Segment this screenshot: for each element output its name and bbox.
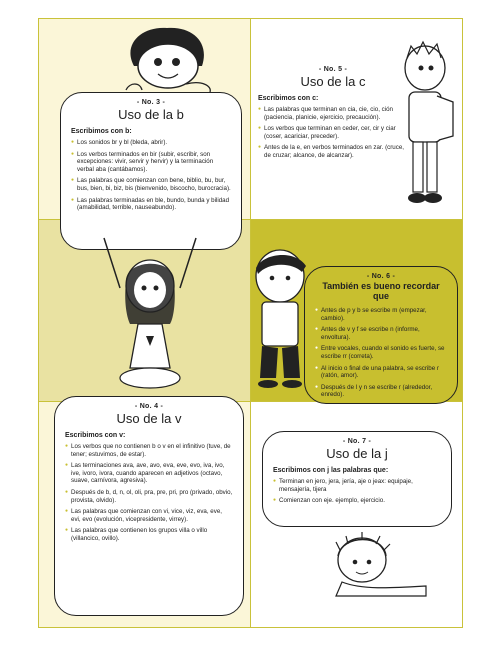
card-uso-de-la-v bbox=[54, 396, 244, 616]
card-lead: Escribimos con c: bbox=[258, 95, 319, 102]
card-title: Uso de la j bbox=[326, 446, 388, 461]
card-tambien-recordar bbox=[304, 266, 458, 404]
card-number: - No. 7 - bbox=[342, 438, 372, 445]
card-title: Uso de la v bbox=[116, 411, 182, 426]
rule-item: ● Las palabras que contienen los grupos villa o villo (villancico, ovillo). bbox=[65, 527, 233, 542]
rule-list bbox=[258, 106, 408, 160]
card-lead: Escribimos con v: bbox=[65, 432, 126, 439]
boy-peeking-illustration bbox=[112, 24, 222, 94]
rule-item: ● Antes de p y b se escribe m (empezar, cambio). bbox=[315, 307, 447, 322]
rule-list bbox=[315, 307, 447, 399]
rule-item: ● Antes de la e, en verbos terminados en zar. (cruce, de cruzar; alcance, de alcanzar). bbox=[258, 144, 408, 159]
card-uso-de-la-b bbox=[60, 92, 242, 250]
card-title: Uso de la c bbox=[300, 74, 366, 89]
rule-item: ● Las palabras que comienzan con vi, vice, viz, eva, eve, evi, evo (evolución, vicepresidente, virrey). bbox=[65, 508, 233, 523]
card-number: - No. 5 - bbox=[318, 66, 348, 73]
rule-list bbox=[71, 139, 231, 212]
card-lead: Escribimos con b: bbox=[71, 128, 132, 135]
rule-item: ● Después de b, d, n, ol, oli, pra, pre, pri, pro (privado, obvio, provista, olvido). bbox=[65, 489, 233, 504]
card-uso-de-la-c bbox=[258, 66, 408, 164]
card-number: - No. 6 - bbox=[366, 273, 396, 280]
card-uso-de-la-j bbox=[262, 431, 452, 527]
rule-item: ● Las palabras que terminan en cia, cie, cio, ción (paciencia, planicie, ejercicio, precaución). bbox=[258, 106, 408, 121]
card-number: - No. 3 - bbox=[136, 99, 166, 106]
rule-item: ● Al inicio o final de una palabra, se escribe r (ratón, amor). bbox=[315, 365, 447, 380]
rule-item: ● Los verbos que no contienen b o v en el infinitivo (tuve, de tener; estuvimos, de estar). bbox=[65, 443, 233, 458]
rule-list bbox=[65, 443, 233, 543]
rule-item: ● Comienzan con eje. ejemplo, ejercicio. bbox=[273, 497, 441, 505]
card-title: También es bueno recordar que bbox=[322, 281, 440, 301]
boy-backpack-illustration bbox=[397, 40, 459, 210]
rule-item: ● Después de l y n se escribe r (alrededor, enredo). bbox=[315, 384, 447, 399]
rule-item: ● Antes de v y f se escribe n (informe, envoltura). bbox=[315, 326, 447, 341]
card-number: - No. 4 - bbox=[134, 403, 164, 410]
rule-item: ● Terminan en jero, jera, jería, aje o jeax: equipaje, mensajería, tijera bbox=[273, 478, 441, 493]
rule-item: ● Las palabras que comienzan con bene, biblio, bu, bur, bus, bien, bi, biz, bis (bienvenido, biscocho, burocracia). bbox=[71, 177, 231, 192]
rule-item: ● Los verbos terminados en bir (subir, escribir, son excepciones: vivir, servir y hervir) y la terminación verbal aba (cantábamos). bbox=[71, 151, 231, 174]
rule-list bbox=[273, 478, 441, 505]
rule-item: ● Las palabras terminadas en ble, bundo, bunda y bilidad (amabilidad, terrible, nauseabundo). bbox=[71, 197, 231, 212]
lying-girl-illustration bbox=[322, 530, 432, 600]
card-lead: Escribimos con j las palabras que: bbox=[273, 467, 389, 474]
rule-item: ● Los sonidos br y bl (bleda, abrir). bbox=[71, 139, 231, 147]
rule-item: ● Las terminaciones ava, ave, avo, eva, eve, evo, iva, ivo, ive, ivoro, ivora, cuando aparecen en adjetivos (octavo, suave, carnívora, agresiva). bbox=[65, 462, 233, 485]
rule-item: ● Entre vocales, cuando el sonido es fuerte, se escribe rr (correta). bbox=[315, 345, 447, 360]
girl-arms-raised-illustration bbox=[90, 228, 210, 398]
card-title: Uso de la b bbox=[118, 107, 184, 122]
rule-item: ● Los verbos que terminan en ceder, cer, cir y ciar (coser, acariciar, preceder). bbox=[258, 125, 408, 140]
